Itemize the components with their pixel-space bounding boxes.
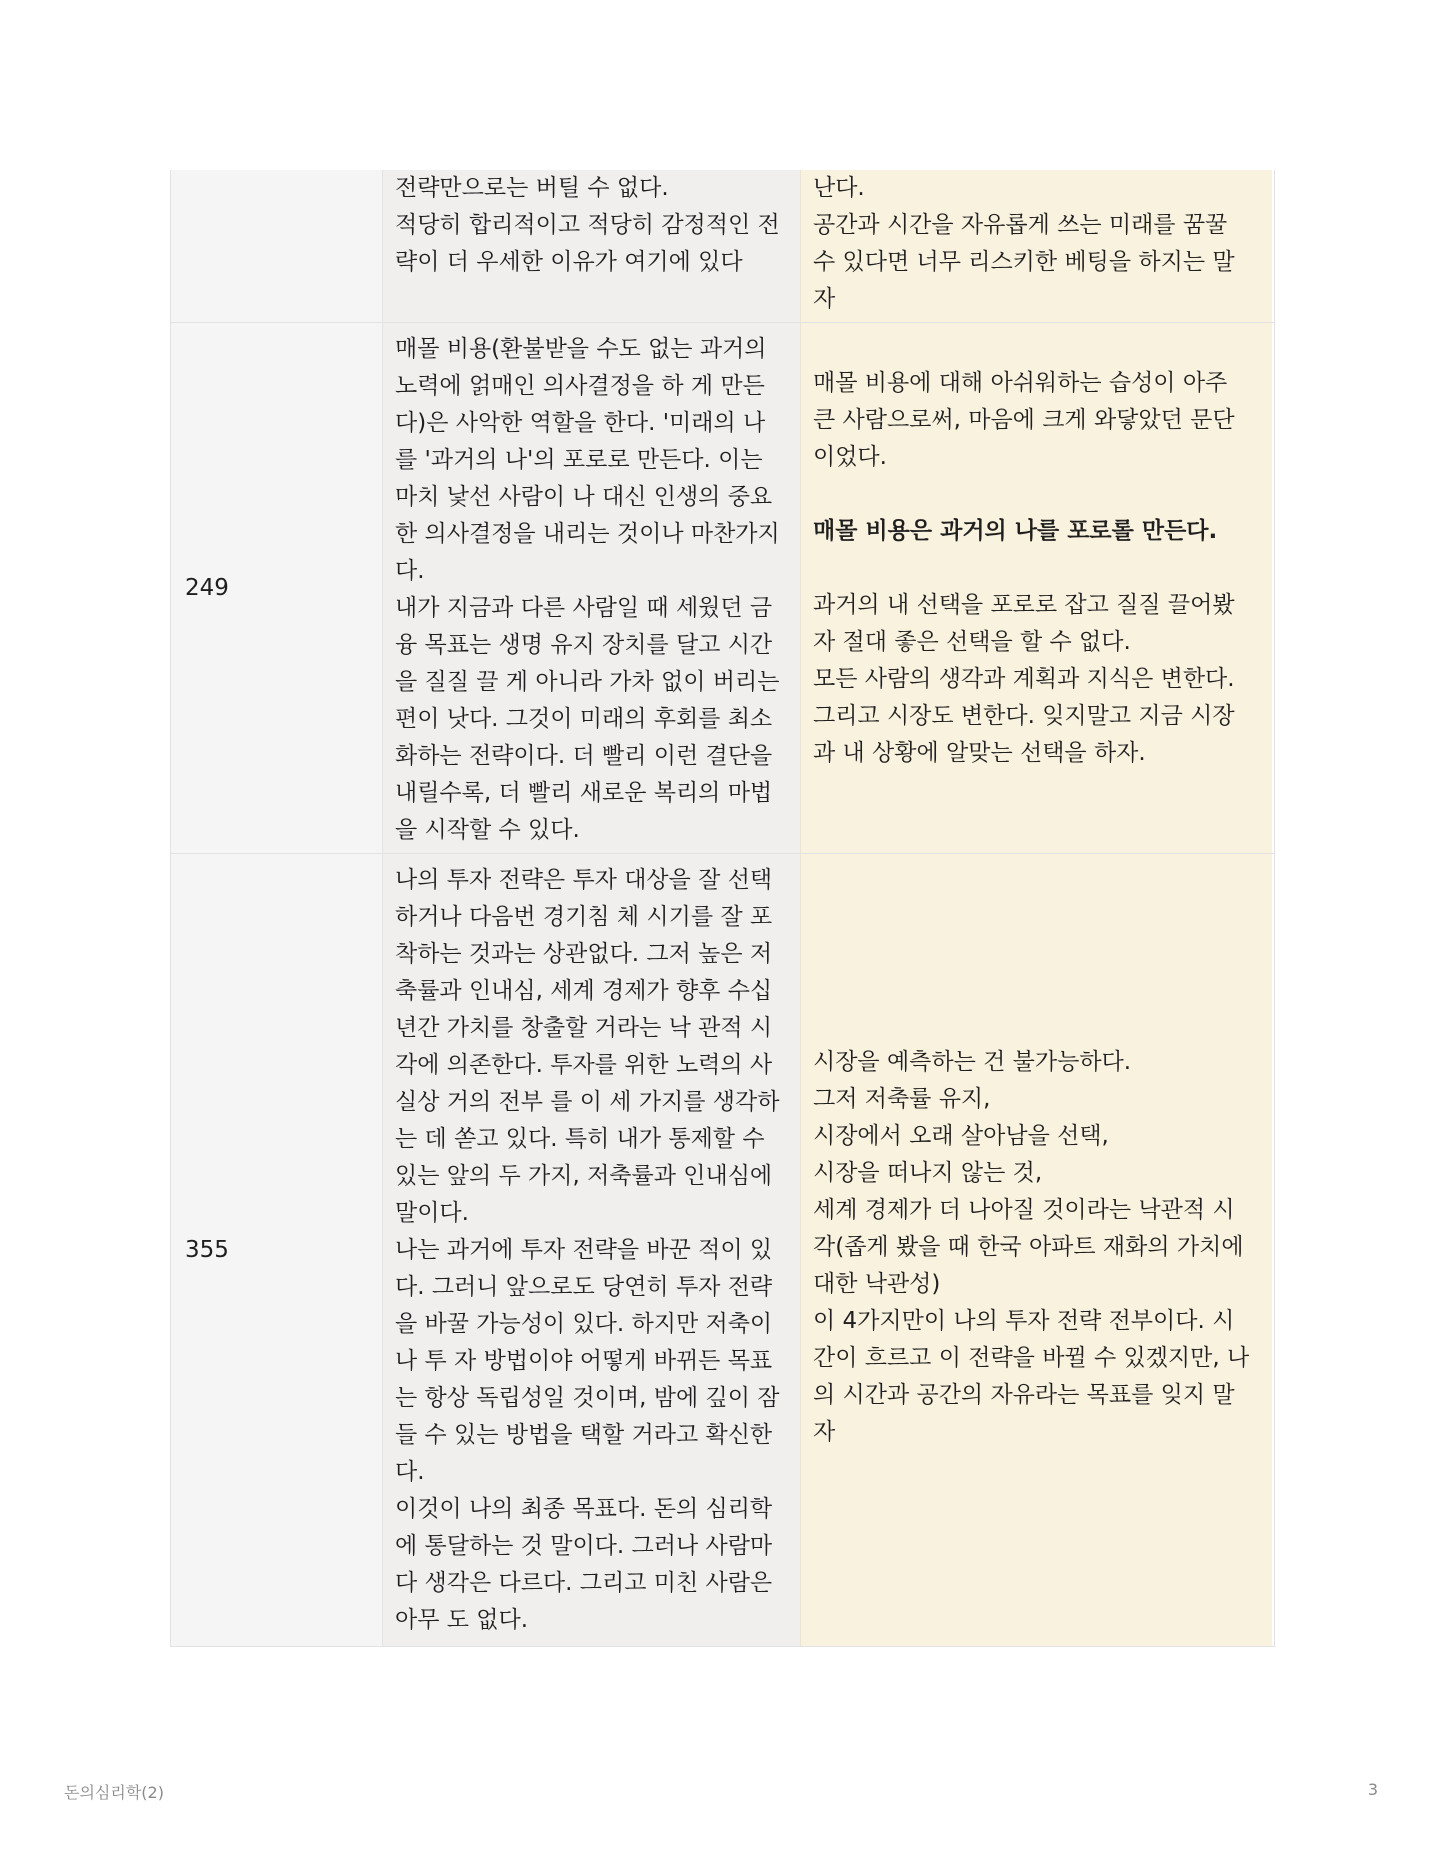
footer-page-number: 3	[1367, 1780, 1378, 1799]
page-cell	[171, 854, 383, 1646]
note-cell	[801, 323, 1272, 853]
quote-text: 매몰 비용(환불받을 수도 없는 과거의 노력에 얽매인 의사결정을 하 게 만든 다)은 사악한 역할을 한다. '미래의 나 를 '과거의 나'의 포로로 만든다. 이는 마치 낯선 사람이 나 대신 인생의 중요 한 의사결정을 내리는 것이나 마찬가지 다. 내가 지금과 다른 사람일 때 세웠던 금 융 목표는 생명 유지 장치를 달고 시간 을 질질 끌 게 아니라 가차 없이 버리는 편이 낫다. 그것이 미래의 후회를 최소 화하는 전략이다. 더 빨리 이런 결단을 내릴수록, 더 빨리 새로운 복리의 마법 을 시작할 수 있다.	[395, 336, 780, 843]
note-highlight-text: 매몰 비용은 과거의 나를 포로롤 만든다.	[813, 517, 1218, 544]
table-row	[171, 170, 1274, 322]
footer-document-title: 돈의심리학(2)	[64, 1783, 164, 1802]
page-number-text: 355	[185, 1237, 229, 1263]
page-number-text: 249	[185, 575, 229, 601]
note-text: 난다. 공간과 시간을 자유롭게 쓰는 미래를 꿈꿀 수 있다면 너무 리스키한 베팅을 하지는 말 자	[813, 175, 1235, 312]
quote-text: 전략만으로는 버틸 수 없다. 적당히 합리적이고 적당히 감정적인 전 략이 더 우세한 이유가 여기에 있다	[395, 175, 780, 275]
quote-cell	[383, 323, 801, 853]
table-row	[171, 853, 1274, 1646]
note-outro-text: 과거의 내 선택을 포로로 잡고 질질 끌어봤 자 절대 좋은 선택을 할 수 없다. 모든 사람의 생각과 계획과 지식은 변한다. 그리고 시장도 변한다. 잊지말고 지금 시장 과 내 상황에 알맞는 선택을 하자.	[813, 591, 1235, 766]
note-cell	[801, 854, 1272, 1646]
note-intro-text: 매몰 비용에 대해 아쉬워하는 습성이 아주 큰 사람으로써, 마음에 크게 와닿았던 문단 이었다.	[813, 369, 1235, 470]
note-text: 시장을 예측하는 건 불가능하다. 그저 저축률 유지, 시장에서 오래 살아남을 선택, 시장을 떠나지 않는 것, 세계 경제가 더 나아질 것이라는 낙관적 시 각(좁게 봤을 때 한국 아파트 재화의 가치에 대한 낙관성) 이 4가지만이 나의 투자 전략 전부이다. 시 간이 흐르고 이 전략을 바뀔 수 있겠지만, 나 의 시간과 공간의 자유라는 목표를 잊지 말 자	[813, 1048, 1250, 1445]
quote-cell	[383, 854, 801, 1646]
quote-cell	[383, 170, 801, 322]
note-block	[813, 365, 1235, 772]
table-row	[171, 322, 1274, 853]
note-cell	[801, 170, 1272, 322]
spacer	[813, 476, 1235, 513]
quote-text: 나의 투자 전략은 투자 대상을 잘 선택 하거나 다음번 경기침 체 시기를 잘 포 착하는 것과는 상관없다. 그저 높은 저 축률과 인내심, 세계 경제가 향후 수십 년간 가치를 창출할 거라는 낙 관적 시 각에 의존한다. 투자를 위한 노력의 사 실상 거의 전부 를 이 세 가지를 생각하 는 데 쏟고 있다. 특히 내가 통제할 수 있는 앞의 두 가지, 저축률과 인내심에 말이다. 나는 과거에 투자 전략을 바꾼 적이 있 다. 그러니 앞으로도 당연히 투자 전략 을 바꿀 가능성이 있다. 하지만 저축이 나 투 자 방법이야 어떻게 바뀌든 목표 는 항상 독립성일 것이며, 밤에 깊이 잠 들 수 있는 방법을 택할 거라고 확신한 다. 이것이 나의 최종 목표다. 돈의 심리학 에 통달하는 것 말이다. 그러나 사람마 다 생각은 다르다. 그리고 미친 사람은 아무 도 없다.	[395, 867, 780, 1633]
page-cell	[171, 323, 383, 853]
notes-table	[170, 170, 1275, 1647]
page-cell	[171, 170, 383, 322]
spacer	[813, 550, 1235, 587]
